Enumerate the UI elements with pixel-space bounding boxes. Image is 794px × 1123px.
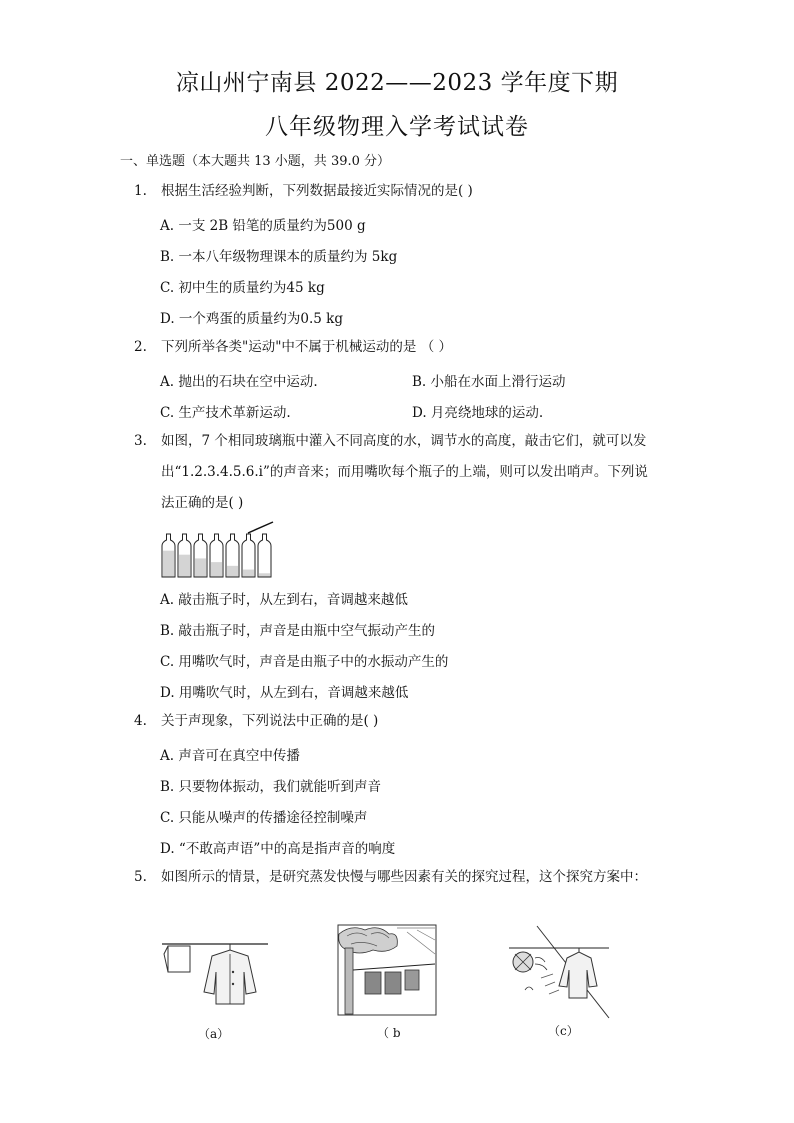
bottle-water: [243, 570, 254, 577]
section-heading: 一、单选题（本大题共 13 小题，共 39.0 分）: [120, 154, 391, 169]
q4-option-a: A. 声音可在真空中传播: [160, 748, 300, 764]
q1-option-c: C. 初中生的质量约为45 kg: [160, 280, 325, 296]
q3-option-b: B. 敲击瓶子时，声音是由瓶中空气振动产生的: [160, 623, 436, 639]
q4-option-c: C. 只能从噪声的传播途径控制噪声: [160, 810, 368, 826]
bottle-water: [227, 566, 238, 577]
figure-5b-tree-sunlight: [337, 924, 437, 1016]
bottle: [242, 534, 255, 577]
bottle: [226, 534, 239, 577]
figure-5a-clothes-indoors: [160, 932, 270, 1012]
question-number: 2.: [134, 339, 147, 355]
q4-option-b: B. 只要物体振动，我们就能听到声音: [160, 779, 382, 795]
q4-option-d: D. “不敢高声语”中的高是指声音的响度: [160, 841, 396, 857]
q2-option-a: A. 抛出的石块在空中运动.: [160, 374, 318, 390]
q3-option-c: C. 用嘴吹气时，声音是由瓶子中的水振动产生的: [160, 654, 449, 670]
q2-option-c: C. 生产技术革新运动.: [160, 405, 291, 421]
figure-5a-caption: （a）: [198, 1027, 230, 1041]
exam-title-line1: 凉山州宁南县 2022——2023 学年度下期: [175, 70, 619, 96]
bottle: [162, 534, 175, 577]
figure-5c-caption: （c）: [548, 1024, 579, 1038]
q1-option-d: D. 一个鸡蛋的质量约为0.5 kg: [160, 311, 344, 327]
question-stem: 根据生活经验判断，下列数据最接近实际情况的是( ): [161, 183, 473, 199]
question-stem: 如图所示的情景，是研究蒸发快慢与哪些因素有关的探究过程，这个探究方案中：: [161, 869, 647, 885]
question-number: 5.: [134, 869, 147, 885]
bottle: [178, 534, 191, 577]
bottle-outline: [258, 534, 271, 577]
bottle: [210, 534, 223, 577]
question-number: 1.: [134, 183, 147, 199]
question-number: 3.: [134, 433, 147, 449]
q2-option-d: D. 月亮绕地球的运动.: [412, 405, 544, 421]
bottle-water: [259, 573, 270, 577]
strike-stick: [248, 522, 273, 533]
q1-option-a: A. 一支 2B 铅笔的质量约为500 g: [160, 218, 366, 234]
bottles-figure: [160, 518, 285, 580]
figure-5b-caption: （ b: [377, 1026, 401, 1040]
bottle-water: [163, 551, 174, 577]
bottle-water: [195, 558, 206, 577]
question-stem: 关于声现象，下列说法中正确的是( ): [161, 713, 379, 729]
q3-stem-line1: 如图，7 个相同玻璃瓶中灌入不同高度的水，调节水的高度，敲击它们，就可以发: [161, 433, 647, 449]
q2-option-b: B. 小船在水面上滑行运动: [412, 374, 566, 390]
question-stem: 下列所举各类"运动"中不属于机械运动的是 （ ）: [161, 339, 453, 355]
bottle-water: [179, 555, 190, 577]
bottle: [258, 534, 271, 577]
q3-option-d: D. 用嘴吹气时，从左到右，音调越来越低: [160, 685, 409, 701]
figure-5c-fan-wind: [505, 924, 615, 1020]
bottle-water: [211, 562, 222, 577]
question-number: 4.: [134, 713, 147, 729]
exam-title-line2: 八年级物理入学考试试卷: [265, 114, 529, 140]
q3-option-a: A. 敲击瓶子时，从左到右，音调越来越低: [160, 592, 408, 608]
bottle: [194, 534, 207, 577]
q3-stem-line2: 出“1.2.3.4.5.6.i”的声音来；而用嘴吹每个瓶子的上端，则可以发出哨声。下列说: [161, 464, 648, 480]
q3-stem-line3: 法正确的是( ): [161, 495, 244, 511]
q1-option-b: B. 一本八年级物理课本的质量约为 5kg: [160, 249, 398, 265]
